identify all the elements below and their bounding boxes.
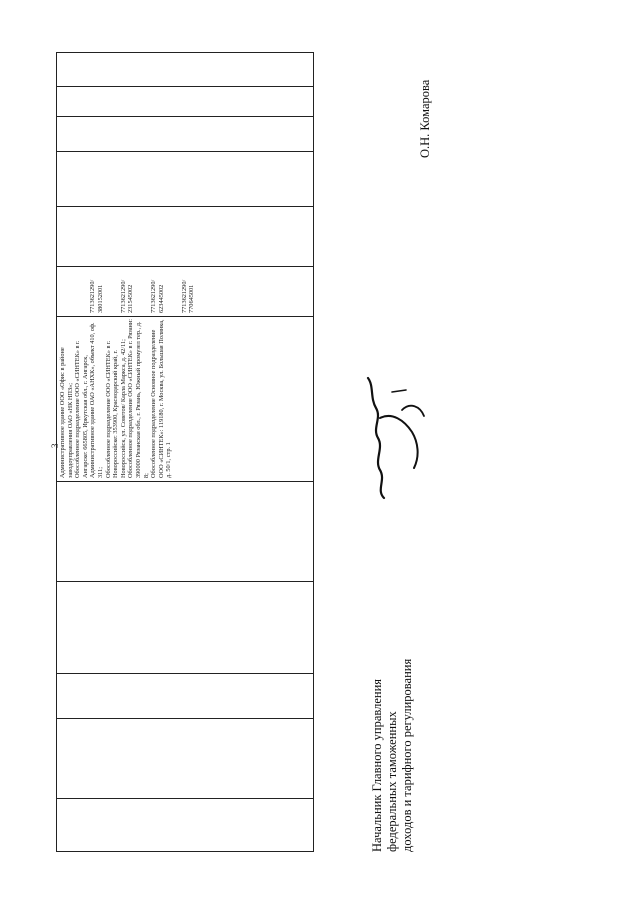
cell-text: Административное здание ООО «Офис в районе заводоуправления ОАО «НК НПЗ»; Обособленное подразделение ООО «СИНТЕК» в г. Ангарске: 665805, Иркутская обл., г. Ангарск, Административное здание ОАО «АНХК», объект 410, оф. 311; Обособленное подразделение ООО «СИНТЕК» в г. Новороссийске: 353900, Краснодарский край, г. Новороссийск, ул. Советов/ Карла Маркса, д. 42/11; Обособленное подразделение ООО «СИНТЕК» в г. Рязани: 390000 Рязанская обл., г. Рязань, Южный промузел тер., д. 8; Обособленное подразделение Основное подразделение ООО «СИНТЕК»: 119180, г. Москва, ул. Большая Полянка, д. 50/1, стр. 1	[59, 319, 173, 478]
page-number: 3	[50, 443, 60, 448]
table-cell	[56, 87, 314, 117]
registry-table	[56, 52, 314, 852]
cell-text	[57, 719, 59, 798]
table-row	[56, 52, 314, 852]
table-cell	[56, 719, 314, 799]
cell-text	[57, 207, 59, 266]
table-cell	[56, 317, 314, 482]
cell-text	[57, 674, 59, 718]
cell-text	[57, 117, 59, 151]
table-cell	[56, 152, 314, 207]
table-cell	[56, 267, 314, 317]
handwritten-signature	[362, 372, 432, 502]
table-cell	[56, 207, 314, 267]
table-cell	[56, 582, 314, 674]
signer-position: Начальник Главного управления федеральных таможенных доходов и тарифного регулирования	[370, 658, 414, 852]
table-cell	[56, 482, 314, 582]
table-cell	[56, 674, 314, 719]
cell-text	[57, 53, 59, 86]
signer-name: О.Н. Комарова	[418, 79, 432, 158]
cell-text	[57, 87, 59, 116]
table-cell	[56, 52, 314, 87]
cell-text	[57, 582, 59, 673]
cell-text	[57, 482, 59, 581]
cell-text	[57, 799, 59, 851]
cell-text: 7713621290/ 380152001 7713621290/ 231545002 7713621290/ 623445002 7713621290/ 770645001	[89, 279, 196, 313]
cell-text	[57, 152, 59, 206]
table-cell	[56, 799, 314, 852]
table-cell	[56, 117, 314, 152]
